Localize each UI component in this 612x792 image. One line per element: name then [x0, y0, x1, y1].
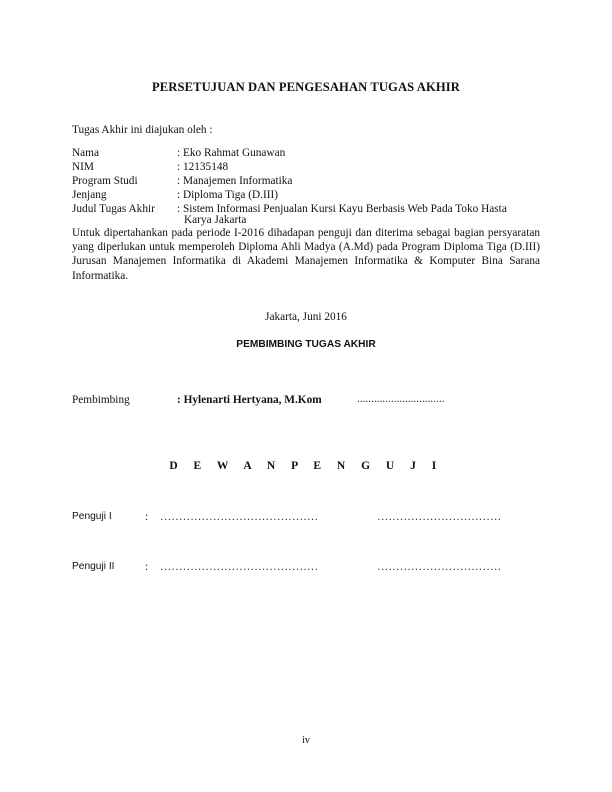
- field-value-judul: : Sistem Informasi Penjualan Kursi Kayu Berbasis Web Pada Toko Hasta: [177, 203, 507, 215]
- field-label-jenjang: Jenjang: [72, 189, 107, 201]
- examiner-label-2: Penguji II: [72, 561, 115, 572]
- field-value-nama: : Eko Rahmat Gunawan: [177, 147, 286, 159]
- advisor-heading: PEMBIMBING TUGAS AKHIR: [236, 339, 376, 350]
- examiner-name-line-2: ……………………………………: [160, 561, 319, 573]
- field-value-judul-cont: Karya Jakarta: [184, 214, 247, 226]
- field-value-program-studi: : Manajemen Informatika: [177, 175, 293, 187]
- advisor-name: : Hylenarti Hertyana, M.Kom: [177, 394, 322, 406]
- field-value-jenjang: : Diploma Tiga (D.III): [177, 189, 279, 201]
- examiner-name-line-1: ……………………………………: [160, 511, 319, 523]
- body-paragraph: Untuk dipertahankan pada periode I-2016 dihadapan penguji dan diterima sebagai bagian persyaratan yang diperlukan untuk memperoleh Diploma Ahli Madya (A.Md) pada Program Diploma Tiga (D.III) Jurusan Manajemen Informatika di Akademi Manajemen Informatika & Komputer Bina Sarana Informatika.: [72, 227, 540, 282]
- field-value-nim: : 12135148: [177, 161, 229, 173]
- field-label-program-studi: Program Studi: [72, 175, 138, 187]
- examiner-colon-2: :: [145, 561, 149, 573]
- place-date: Jakarta, Juni 2016: [265, 311, 347, 323]
- examiner-signature-line-2: ……………………………: [377, 561, 502, 573]
- advisor-label: Pembimbing: [72, 394, 130, 406]
- field-label-nim: NIM: [72, 161, 94, 173]
- intro-text: Tugas Akhir ini diajukan oleh :: [72, 124, 213, 136]
- examiner-signature-line-1: ……………………………: [377, 511, 502, 523]
- examiners-heading: D E W A N P E N G U J I: [169, 460, 443, 472]
- page-title: PERSETUJUAN DAN PENGESAHAN TUGAS AKHIR: [152, 80, 460, 94]
- field-label-judul: Judul Tugas Akhir: [72, 203, 155, 215]
- field-label-nama: Nama: [72, 147, 99, 159]
- examiner-label-1: Penguji I: [72, 511, 112, 522]
- advisor-signature-line: ...............................: [357, 393, 445, 405]
- page-number: iv: [302, 735, 310, 746]
- examiner-colon-1: :: [145, 511, 149, 523]
